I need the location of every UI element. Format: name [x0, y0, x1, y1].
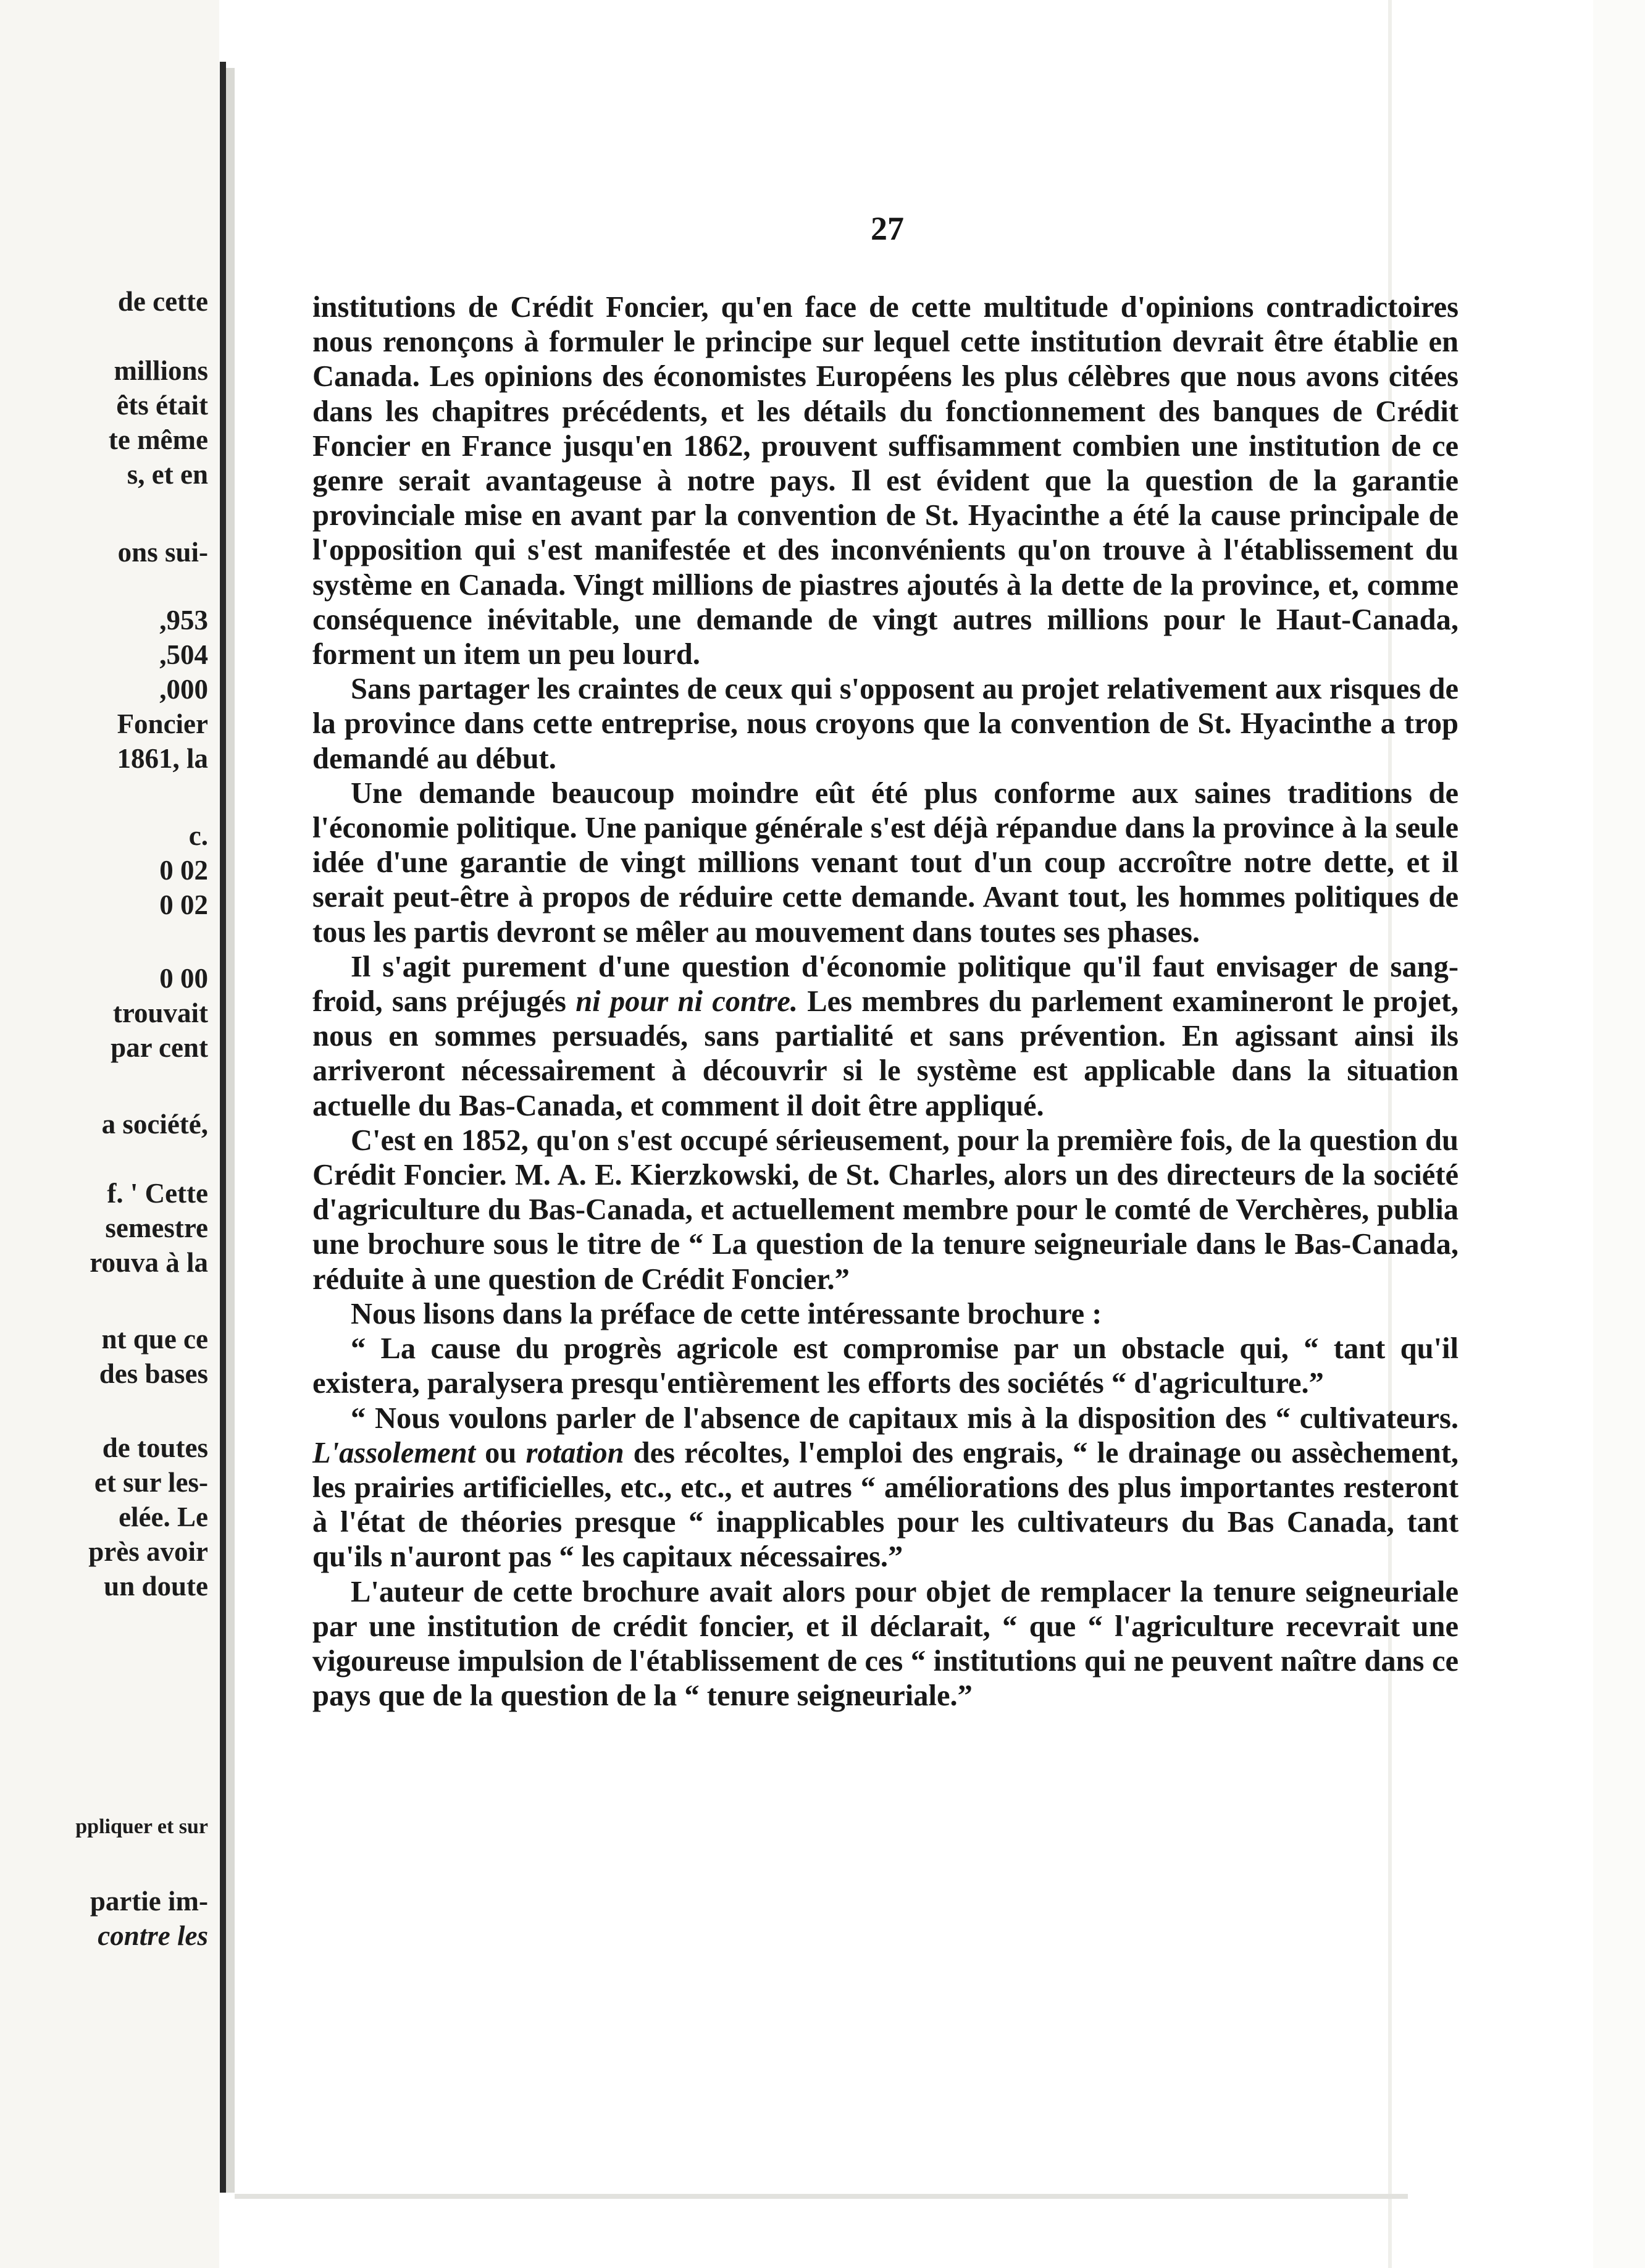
paragraph: Une demande beaucoup moindre eût été plus conforme aux saines traditions de l'économie politique. Une panique générale s'est déjà répandue dans la province à la seule idée d'une garantie de vingt millions venant tout d'un coup accroître notre dette, et il serait peut-être à propos de réduire cette demande. Avant tout, les hommes politiques de tous les partis devront se mêler au mouvement dans toutes ses phases. [312, 776, 1459, 949]
quote-paragraph: “ La cause du progrès agricole est compromise par un obstacle qui, “ tant qu'il existera, paralysera presqu'entièrement les efforts des sociétés “ d'agriculture.” [312, 1332, 1459, 1400]
left-fragment: s, et en [127, 459, 208, 490]
body-text [312, 290, 1459, 1713]
left-fragment: trouvait [112, 998, 208, 1028]
left-fragment: 0 00 [159, 963, 208, 994]
paragraph: L'auteur de cette brochure avait alors pour objet de remplacer la tenure seigneuriale par une institution de crédit foncier, et il déclarait, “ que “ l'agriculture recevrait une vigoureuse impulsion de l'établissement de ces “ institutions qui ne peuvent naître dans ce pays que de la question de la “ tenure seigneuriale.” [312, 1575, 1459, 1713]
italic-phrase: ni pour ni contre. [576, 985, 798, 1018]
left-fragment: Foncier [117, 708, 208, 739]
left-fragment: de cette [117, 286, 208, 317]
left-fragment: ,953 [159, 605, 208, 636]
left-footnote-fragment: partie im- [90, 1886, 208, 1917]
left-fragment: c. [188, 820, 208, 851]
left-fragment: des bases [99, 1358, 208, 1389]
left-fragment: semestre [105, 1212, 208, 1243]
left-fragment: ons sui- [117, 537, 208, 568]
text-run: “ Nous voulons parler de l'absence de capitaux mis à la disposition des “ cultivateurs. [351, 1401, 1459, 1435]
paragraph: institutions de Crédit Foncier, qu'en face de cette multitude d'opinions contradictoires nous renonçons à formuler le principe sur lequel cette institution devrait être établie en Canada. Les opinions des économistes Européens les plus célèbres que nous avons citées dans les chapitres précédents, et les détails du fonctionnement des banques de Crédit Foncier en France jusqu'en 1862, prouvent suffisamment combien une institution de ce genre serait avantageuse à notre pays. Il est évident que la question de la garantie provinciale mise en avant par la convention de St. Hyacinthe a été la cause principale de l'opposition qui s'est manifestée et des inconvénients qu'on trouve à l'établissement du système en Canada. Vingt millions de piastres ajoutés à la dette de la province, et, comme conséquence inévitable, une demande de vingt autres millions pour le Haut-Canada, forment un item un peu lourd. [312, 291, 1459, 671]
left-fragment: millions [114, 355, 208, 386]
book-spine-gutter [226, 68, 235, 2193]
left-fragment: elée. Le [119, 1502, 208, 1532]
left-fragment: par cent [111, 1032, 208, 1063]
left-footnote-fragment: ppliquer et sur [75, 1815, 208, 1838]
left-fragment: f. ' Cette [107, 1178, 208, 1209]
left-fragment: ,000 [159, 674, 208, 705]
left-fragment: 1861, la [117, 743, 208, 774]
left-fragment: près avoir [88, 1536, 208, 1567]
text-run: Il s'agit purement d'une question d'économie politique qu'il faut envisager de sang-froid, sans préjugés [312, 950, 1459, 1018]
text-run: ou [475, 1436, 526, 1469]
book-spine-shadow [220, 62, 226, 2193]
paragraph [312, 950, 1459, 1124]
left-fragment: un doute [104, 1571, 208, 1602]
left-fragment: nt que ce [101, 1324, 208, 1354]
paragraph: Sans partager les craintes de ceux qui s'opposent au projet relativement aux risques de la province dans cette entreprise, nous croyons que la convention de St. Hyacinthe a trop demandé au début. [312, 673, 1459, 775]
italic-word: L'assolement [312, 1436, 476, 1469]
left-fragment: te même [108, 424, 208, 455]
page-bottom-edge [235, 2194, 1408, 2199]
text-run: Les membres du parlement examineront le projet, nous en sommes persuadés, sans partialité et sans prévention. En agissant ainsi ils arriveront nécessairement à découvrir si le système est applicable dans la situation actuelle du Bas-Canada, et comment il doit être appliqué. [312, 985, 1459, 1122]
left-fragment: de toutes [102, 1432, 208, 1463]
quote-paragraph [312, 1401, 1459, 1575]
left-page-edge [0, 0, 219, 2268]
left-fragment: a société, [101, 1109, 208, 1140]
page-number: 27 [871, 210, 904, 247]
left-fragment: ,504 [159, 639, 208, 670]
left-footnote-fragment: contre les [98, 1920, 208, 1951]
paragraph: C'est en 1852, qu'on s'est occupé sérieusement, pour la première fois, de la question du Crédit Foncier. M. A. E. Kierzkowski, de St. Charles, alors un des directeurs de la société d'agriculture du Bas-Canada, et actuellement membre pour le comté de Verchères, publia une brochure sous le titre de “ La question de la tenure seigneuriale dans le Bas-Canada, réduite à une question de Crédit Foncier.” [312, 1124, 1459, 1296]
left-fragment: 0 02 [159, 855, 208, 886]
left-fragment: et sur les- [94, 1467, 208, 1498]
text-run: des récoltes, l'emploi des engrais, “ le drainage ou assèchement, les prairies artificielles, etc., etc., et autres “ améliorations des plus importantes resteront à l'état de théories presque “ inapplicables pour les cultivateurs du Bas Canada, tant qu'ils n'auront pas “ les capitaux nécessaires.” [312, 1436, 1459, 1574]
left-fragment: rouva à la [90, 1247, 208, 1278]
paragraph: Nous lisons dans la préface de cette intéressante brochure : [351, 1297, 1102, 1330]
left-fragment: êts était [116, 390, 208, 421]
italic-word: rotation [525, 1436, 624, 1469]
scan-margin [1593, 0, 1645, 2268]
left-fragment: 0 02 [159, 889, 208, 920]
